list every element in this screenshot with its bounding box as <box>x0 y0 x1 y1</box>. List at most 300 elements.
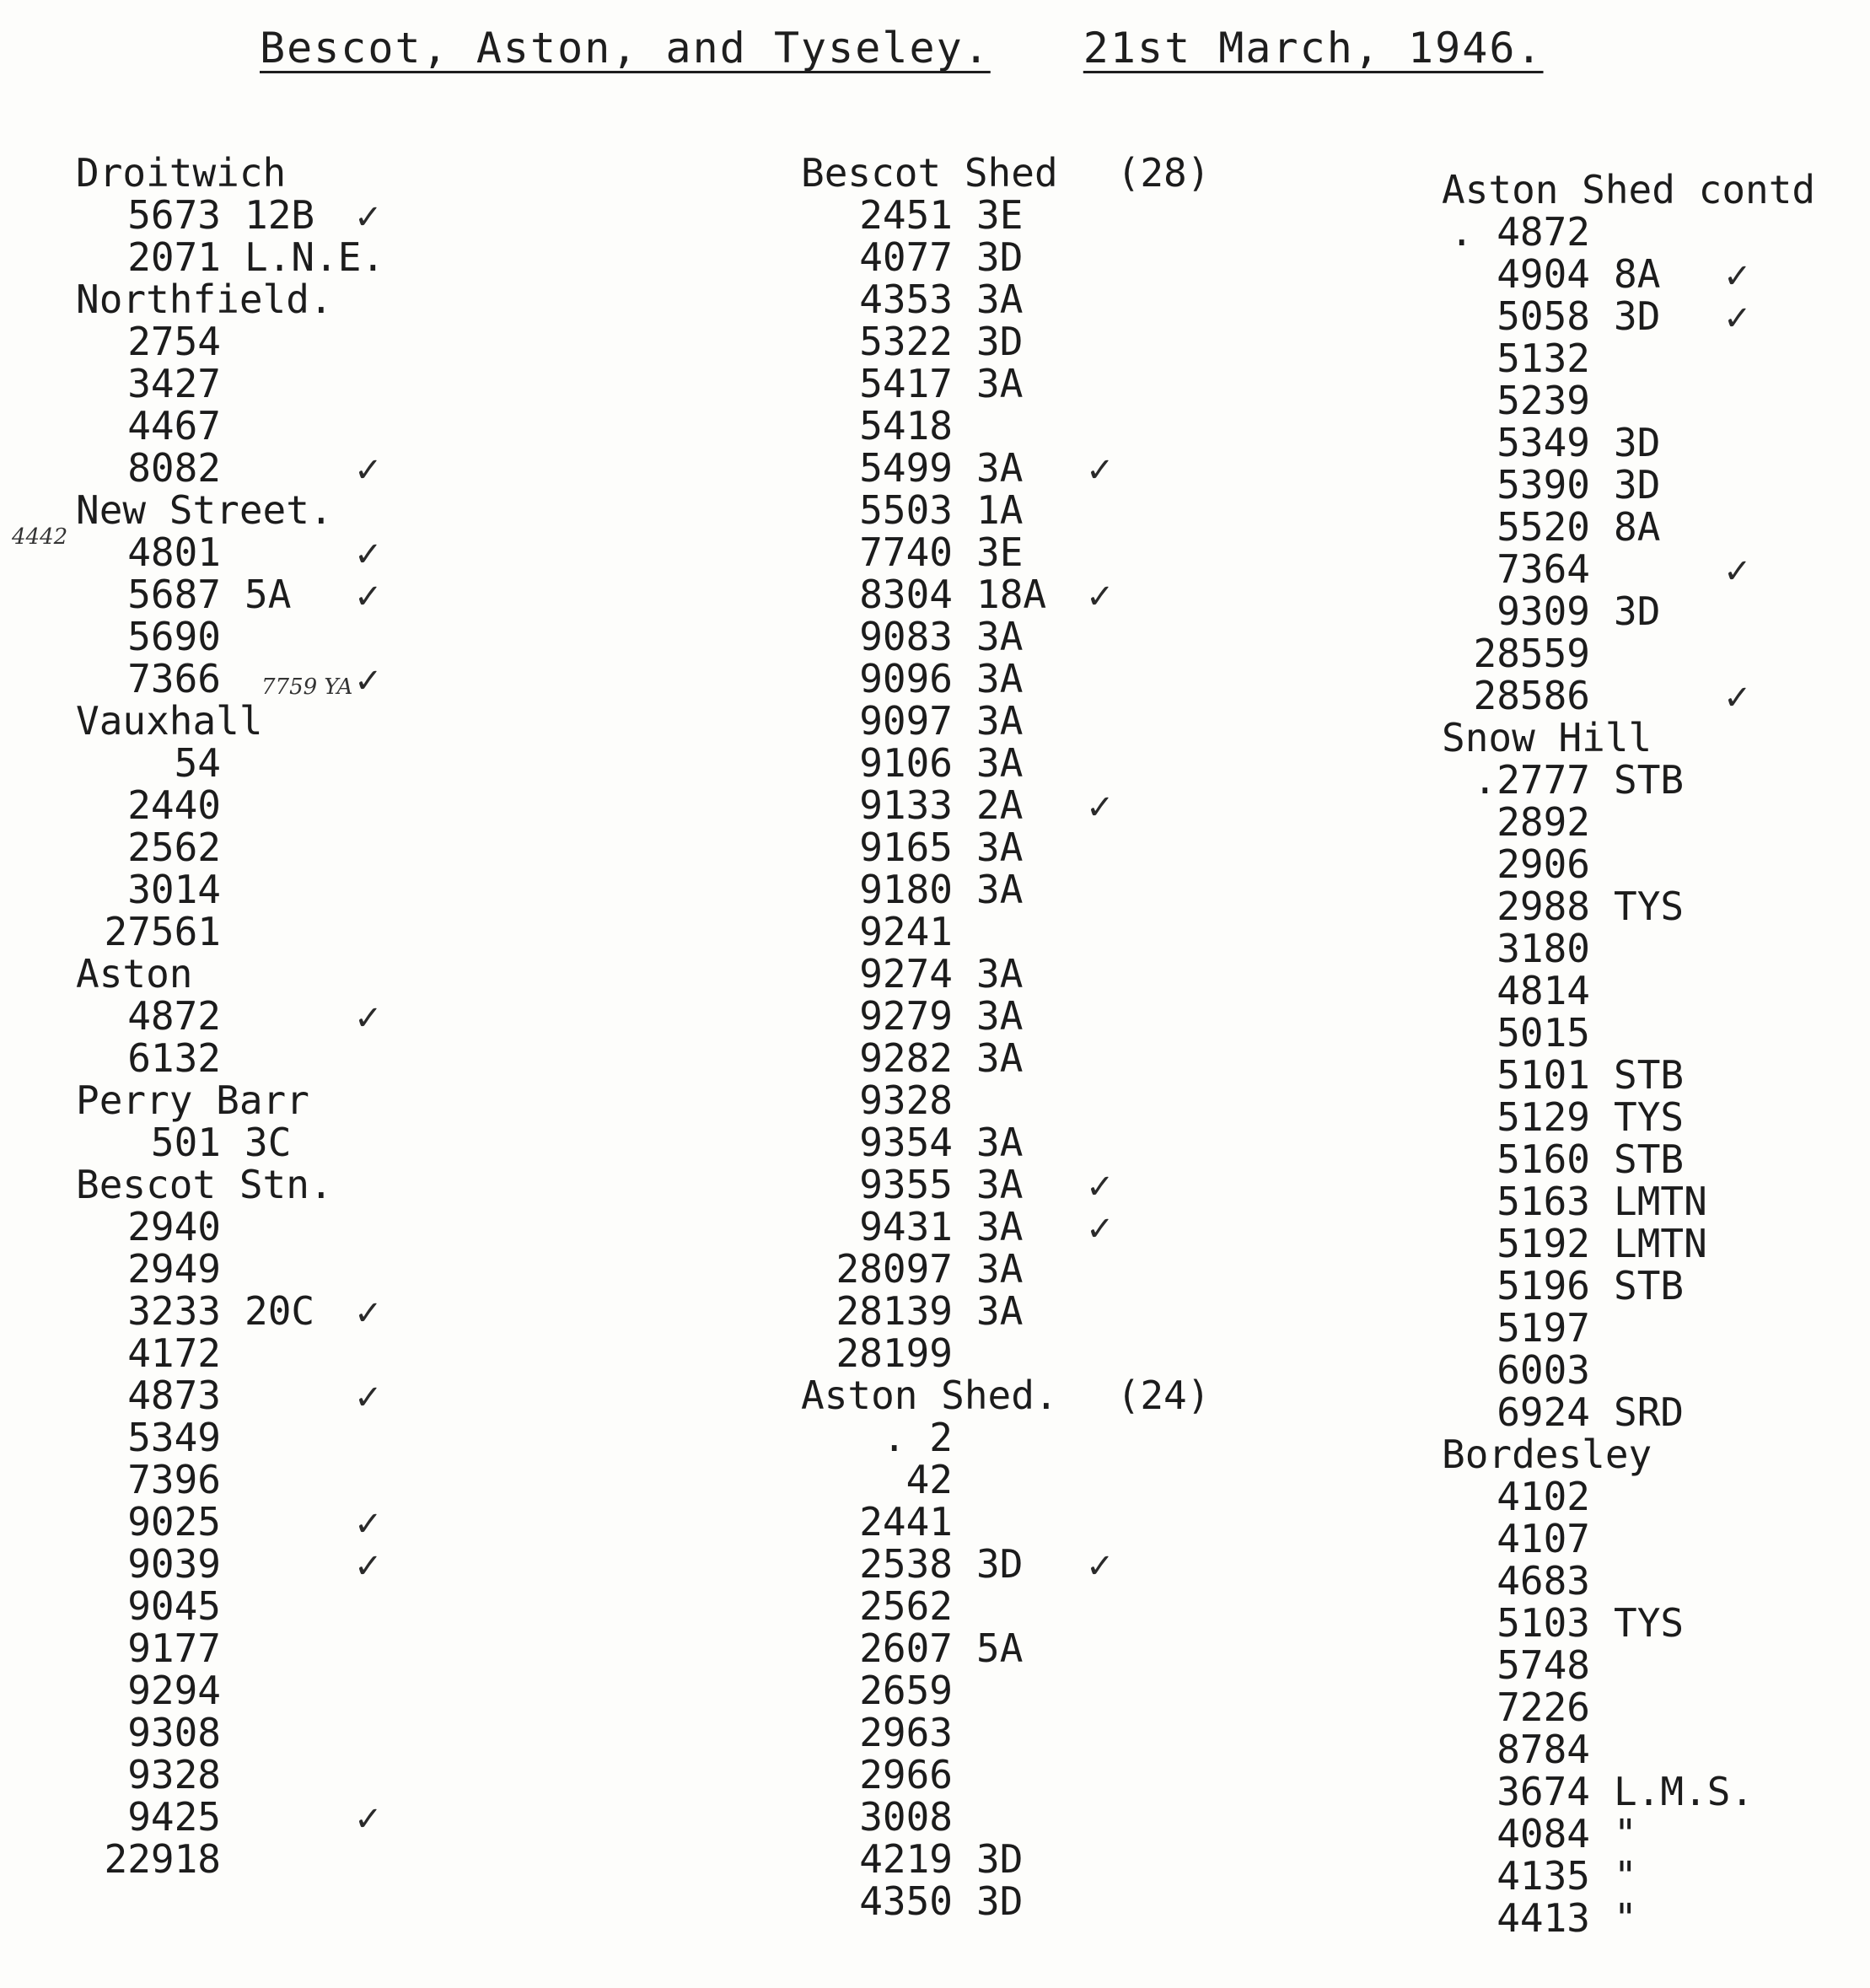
section-heading-text: Aston <box>76 951 193 997</box>
engine-number: 5015 <box>1497 1010 1590 1056</box>
engine-number: 2988 <box>1497 884 1590 929</box>
engine-number: 9354 <box>859 1120 953 1165</box>
engine-number: . 2 <box>882 1415 953 1460</box>
list-item <box>1442 674 1863 717</box>
list-item <box>76 1248 615 1290</box>
shed-code: " <box>1614 1895 1637 1941</box>
list-item <box>76 1543 615 1585</box>
list-item <box>76 826 615 868</box>
shed-code: 3D <box>1614 293 1661 339</box>
engine-number: 5058 <box>1497 293 1590 339</box>
shed-code: 3C <box>244 1120 292 1165</box>
list-item <box>76 1416 615 1459</box>
engine-number: 5163 <box>1497 1179 1590 1224</box>
engine-number: 5322 <box>859 319 953 364</box>
shed-code: 3A <box>976 951 1024 997</box>
engine-number: 4904 <box>1497 251 1590 297</box>
section-heading <box>76 152 615 194</box>
engine-number: 2963 <box>859 1710 953 1755</box>
engine-number: 5418 <box>859 403 953 449</box>
engine-number: 2966 <box>859 1752 953 1797</box>
engine-number: 28199 <box>836 1330 953 1376</box>
list-item <box>801 868 1307 911</box>
engine-number: 9083 <box>859 614 953 659</box>
list-item <box>1442 843 1863 885</box>
engine-number: 4107 <box>1497 1516 1590 1561</box>
engine-number: 5196 <box>1497 1263 1590 1308</box>
engine-number: 6924 <box>1497 1389 1590 1435</box>
section-heading-text: Bescot Stn. <box>76 1162 333 1207</box>
list-item <box>1442 1560 1863 1602</box>
shed-code: 18A <box>976 572 1047 617</box>
engine-number: 5503 <box>859 487 953 533</box>
check-mark-icon: ✓ <box>354 198 383 237</box>
shed-code: 5A <box>244 572 292 617</box>
engine-number: 2538 <box>859 1541 953 1587</box>
list-item <box>801 615 1307 658</box>
shed-code: SRD <box>1614 1389 1685 1435</box>
list-item <box>801 194 1307 236</box>
shed-code: L.M.S. <box>1614 1769 1754 1814</box>
list-item <box>1442 1813 1863 1855</box>
list-item <box>1442 632 1863 674</box>
engine-number: 8082 <box>127 445 221 491</box>
engine-number: 2562 <box>859 1583 953 1629</box>
list-item <box>801 320 1307 363</box>
engine-number: 2949 <box>127 1246 221 1292</box>
shed-code: 3D <box>1614 588 1661 634</box>
list-item <box>801 278 1307 320</box>
engine-number: 3427 <box>127 361 221 406</box>
engine-number: 28559 <box>1473 631 1590 676</box>
shed-code: STB <box>1614 1136 1685 1182</box>
engine-number: 5690 <box>127 614 221 659</box>
list-item <box>801 1880 1307 1922</box>
list-item <box>76 236 615 278</box>
engine-number: . 4872 <box>1449 209 1590 255</box>
engine-number: 4413 <box>1497 1895 1590 1941</box>
list-item <box>1442 1391 1863 1433</box>
list-item <box>801 911 1307 953</box>
list-item <box>801 1416 1307 1459</box>
shed-code: 3D <box>976 1836 1024 1882</box>
shed-code: 3D <box>976 1878 1024 1924</box>
shed-code: 3D <box>976 319 1024 364</box>
list-item <box>76 1669 615 1711</box>
shed-code: 3D <box>976 234 1024 280</box>
list-item <box>1442 927 1863 970</box>
list-item <box>801 1796 1307 1838</box>
engine-number: .2777 <box>1473 757 1590 803</box>
check-mark-icon: ✓ <box>1723 679 1752 717</box>
engine-number: 9355 <box>859 1162 953 1207</box>
check-mark-icon: ✓ <box>354 578 383 616</box>
engine-number: 5160 <box>1497 1136 1590 1182</box>
section-heading <box>1442 717 1863 759</box>
list-item <box>1442 1138 1863 1180</box>
list-item <box>1442 1307 1863 1349</box>
list-item <box>76 1037 615 1079</box>
section-count: (24) <box>1116 1373 1211 1418</box>
list-item <box>801 1838 1307 1880</box>
shed-code: 3A <box>976 740 1024 786</box>
shed-code: 3A <box>976 993 1024 1039</box>
shed-code: " <box>1614 1853 1637 1899</box>
list-item <box>801 1501 1307 1543</box>
section-heading-text: Aston Shed. <box>801 1373 1058 1418</box>
engine-number: 4084 <box>1497 1811 1590 1856</box>
shed-code: 3A <box>976 614 1024 659</box>
engine-number: 5687 <box>127 572 221 617</box>
list-item <box>76 1501 615 1543</box>
shed-code: 3A <box>976 1120 1024 1165</box>
check-mark-icon: ✓ <box>1723 257 1752 296</box>
list-item <box>801 826 1307 868</box>
engine-number: 9097 <box>859 698 953 744</box>
list-item <box>1442 1728 1863 1770</box>
engine-number: 2607 <box>859 1625 953 1671</box>
list-item <box>801 447 1307 489</box>
engine-number: 9425 <box>127 1794 221 1840</box>
shed-code: STB <box>1614 1052 1685 1098</box>
list-item <box>1442 1012 1863 1054</box>
engine-number: 2441 <box>859 1499 953 1545</box>
list-item <box>801 1669 1307 1711</box>
shed-code: LMTN <box>1614 1179 1707 1224</box>
engine-number: 9294 <box>127 1668 221 1713</box>
list-item <box>76 742 615 784</box>
list-item <box>1442 1349 1863 1391</box>
list-item <box>76 784 615 826</box>
list-item <box>801 573 1307 615</box>
engine-number: 8784 <box>1497 1727 1590 1772</box>
check-mark-icon: ✓ <box>354 535 383 574</box>
engine-number: 2754 <box>127 319 221 364</box>
section-heading <box>76 1163 615 1206</box>
list-item <box>801 363 1307 405</box>
list-item <box>801 1248 1307 1290</box>
section-heading-text: Bescot Shed <box>801 150 1058 196</box>
engine-number: 9180 <box>859 867 953 912</box>
check-mark-icon: ✓ <box>354 662 383 701</box>
shed-code: 3E <box>976 192 1024 238</box>
check-mark-icon: ✓ <box>354 999 383 1038</box>
list-item <box>1442 1644 1863 1686</box>
list-item <box>1442 548 1863 590</box>
list-item <box>76 911 615 953</box>
list-item <box>1442 590 1863 632</box>
engine-number: 5673 <box>127 192 221 238</box>
check-mark-icon: ✓ <box>1723 552 1752 591</box>
list-item <box>1442 1602 1863 1644</box>
shed-code: 3A <box>976 1288 1024 1334</box>
shed-code: 8A <box>1614 504 1661 550</box>
shed-code: 3A <box>976 825 1024 870</box>
shed-code: 20C <box>244 1288 315 1334</box>
list-item <box>801 784 1307 826</box>
engine-number: 4219 <box>859 1836 953 1882</box>
engine-number: 5520 <box>1497 504 1590 550</box>
shed-code: 3A <box>976 1246 1024 1292</box>
shed-code: 3A <box>976 1035 1024 1081</box>
list-item <box>1442 253 1863 295</box>
list-item <box>1442 1770 1863 1813</box>
list-item <box>801 236 1307 278</box>
section-heading <box>1442 169 1863 211</box>
engine-number: 4814 <box>1497 968 1590 1013</box>
list-item <box>1442 422 1863 464</box>
shed-code: 1A <box>976 487 1024 533</box>
engine-number: 9274 <box>859 951 953 997</box>
shed-code: 3D <box>976 1541 1024 1587</box>
engine-number: 5192 <box>1497 1221 1590 1266</box>
title-place: Bescot, Aston, and Tyseley. <box>260 24 991 73</box>
engine-number: 4172 <box>127 1330 221 1376</box>
handwritten-note: 7759 YA <box>261 674 353 700</box>
shed-code: 3A <box>976 1162 1024 1207</box>
engine-number: 9039 <box>127 1541 221 1587</box>
check-mark-icon: ✓ <box>354 1505 383 1544</box>
engine-number: 9133 <box>859 782 953 828</box>
engine-number: 4353 <box>859 277 953 322</box>
list-item <box>76 1332 615 1374</box>
list-item <box>76 1627 615 1669</box>
engine-number: 6003 <box>1497 1347 1590 1393</box>
list-item <box>76 320 615 363</box>
engine-number: 42 <box>905 1457 953 1502</box>
engine-number: 9279 <box>859 993 953 1039</box>
list-item <box>76 1374 615 1416</box>
list-item <box>76 1838 615 1880</box>
section-heading <box>76 278 615 320</box>
list-item <box>801 1037 1307 1079</box>
title-date: 21st March, 1946. <box>1083 24 1544 73</box>
list-item <box>1442 211 1863 253</box>
engine-number: 2451 <box>859 192 953 238</box>
section-heading-text: New Street. <box>76 487 333 533</box>
list-item <box>801 1206 1307 1248</box>
engine-number: 8304 <box>859 572 953 617</box>
engine-number: 7740 <box>859 529 953 575</box>
list-item <box>801 489 1307 531</box>
section-heading-text: Bordesley <box>1442 1432 1652 1477</box>
check-mark-icon: ✓ <box>1086 1210 1115 1249</box>
engine-number: 7364 <box>1497 546 1590 592</box>
engine-number: 2940 <box>127 1204 221 1249</box>
section-heading-text: Northfield. <box>76 277 333 322</box>
list-item <box>1442 970 1863 1012</box>
list-item <box>76 447 615 489</box>
check-mark-icon: ✓ <box>1086 1547 1115 1586</box>
shed-code: 3A <box>976 867 1024 912</box>
engine-number: 9165 <box>859 825 953 870</box>
engine-number: 3180 <box>1497 926 1590 971</box>
list-item <box>1442 1222 1863 1265</box>
engine-number: 9431 <box>859 1204 953 1249</box>
list-item <box>801 405 1307 447</box>
section-heading-text: Perry Barr <box>76 1077 309 1123</box>
shed-code: TYS <box>1614 1600 1685 1646</box>
shed-code: STB <box>1614 757 1685 803</box>
list-item <box>76 363 615 405</box>
list-item <box>76 194 615 236</box>
engine-number: 4467 <box>127 403 221 449</box>
list-item <box>801 1163 1307 1206</box>
shed-code: 3D <box>1614 462 1661 508</box>
shed-code: 3A <box>976 277 1024 322</box>
section-heading-text: Aston Shed contd <box>1442 167 1816 212</box>
engine-number: 3674 <box>1497 1769 1590 1814</box>
section-heading-text: Snow Hill <box>1442 715 1652 760</box>
shed-code: 5A <box>976 1625 1024 1671</box>
section-heading-text: Vauxhall <box>76 698 263 744</box>
engine-number: 22918 <box>104 1836 221 1882</box>
list-item <box>801 700 1307 742</box>
list-item <box>801 1585 1307 1627</box>
list-item <box>1442 337 1863 379</box>
section-heading <box>76 700 615 742</box>
list-item <box>1442 1686 1863 1728</box>
engine-number: 27561 <box>104 909 221 954</box>
engine-number: 2440 <box>127 782 221 828</box>
list-item <box>76 1206 615 1248</box>
shed-code: 3D <box>1614 420 1661 465</box>
engine-number: 2892 <box>1497 799 1590 845</box>
list-item <box>76 868 615 911</box>
list-item <box>76 995 615 1037</box>
section-heading-text: Droitwich <box>76 150 287 196</box>
engine-number: 5129 <box>1497 1094 1590 1140</box>
list-item <box>1442 1855 1863 1897</box>
list-item <box>801 1121 1307 1163</box>
engine-number: 5748 <box>1497 1642 1590 1688</box>
shed-code: 2A <box>976 782 1024 828</box>
engine-number: 9309 <box>1497 588 1590 634</box>
engine-number: 28097 <box>836 1246 953 1292</box>
list-item <box>1442 759 1863 801</box>
list-item <box>801 1290 1307 1332</box>
list-item <box>76 573 615 615</box>
engine-number: 4135 <box>1497 1853 1590 1899</box>
section-heading <box>76 1079 615 1121</box>
page-title <box>260 24 1544 73</box>
list-item <box>1442 506 1863 548</box>
shed-code: 3E <box>976 529 1024 575</box>
section-heading <box>801 1374 1307 1416</box>
engine-number: 501 <box>150 1120 221 1165</box>
engine-number: 3233 <box>127 1288 221 1334</box>
engine-number: 28139 <box>836 1288 953 1334</box>
check-mark-icon: ✓ <box>1086 788 1115 827</box>
engine-number: 5349 <box>1497 420 1590 465</box>
engine-number: 4872 <box>127 993 221 1039</box>
shed-code: LMTN <box>1614 1221 1707 1266</box>
engine-number: 9025 <box>127 1499 221 1545</box>
check-mark-icon: ✓ <box>1086 451 1115 490</box>
list-item <box>1442 379 1863 422</box>
engine-number: 7366 <box>127 656 221 701</box>
engine-number: 9045 <box>127 1583 221 1629</box>
list-item <box>76 405 615 447</box>
list-item <box>801 1543 1307 1585</box>
list-item <box>801 1332 1307 1374</box>
shed-code: L.N.E. <box>244 234 385 280</box>
list-item <box>801 1079 1307 1121</box>
list-item <box>801 1459 1307 1501</box>
list-item <box>1442 1475 1863 1518</box>
engine-number: 4077 <box>859 234 953 280</box>
engine-number: 4102 <box>1497 1474 1590 1519</box>
list-item <box>1442 1180 1863 1222</box>
engine-number: 5390 <box>1497 462 1590 508</box>
list-item <box>76 1585 615 1627</box>
list-item <box>1442 1054 1863 1096</box>
check-mark-icon: ✓ <box>1723 299 1752 338</box>
list-item <box>76 1459 615 1501</box>
list-item <box>801 658 1307 700</box>
list-item <box>76 1796 615 1838</box>
column-left <box>76 152 615 1880</box>
shed-code: 3A <box>976 1204 1024 1249</box>
engine-number: 5197 <box>1497 1305 1590 1351</box>
engine-number: 54 <box>174 740 221 786</box>
shed-code: 12B <box>244 192 315 238</box>
engine-number: 5349 <box>127 1415 221 1460</box>
section-count: (28) <box>1116 150 1211 196</box>
engine-number: 3014 <box>127 867 221 912</box>
check-mark-icon: ✓ <box>354 1800 383 1839</box>
engine-number: 5417 <box>859 361 953 406</box>
section-heading <box>76 953 615 995</box>
section-heading <box>801 152 1307 194</box>
list-item <box>76 1290 615 1332</box>
list-item <box>801 1754 1307 1796</box>
check-mark-icon: ✓ <box>354 1547 383 1586</box>
shed-code: TYS <box>1614 884 1685 929</box>
shed-code: 3A <box>976 445 1024 491</box>
list-item <box>1442 1897 1863 1939</box>
shed-code: 3A <box>976 656 1024 701</box>
list-item <box>76 1121 615 1163</box>
engine-number: 9241 <box>859 909 953 954</box>
shed-code: 3A <box>976 698 1024 744</box>
shed-code: 8A <box>1614 251 1661 297</box>
list-item <box>801 995 1307 1037</box>
check-mark-icon: ✓ <box>354 1294 383 1333</box>
list-item <box>1442 801 1863 843</box>
check-mark-icon: ✓ <box>354 451 383 490</box>
engine-number: 2906 <box>1497 841 1590 887</box>
section-heading <box>1442 1433 1863 1475</box>
list-item <box>1442 1096 1863 1138</box>
engine-number: 2071 <box>127 234 221 280</box>
engine-number: 5103 <box>1497 1600 1590 1646</box>
engine-number: 28586 <box>1473 673 1590 718</box>
engine-number: 4801 <box>127 529 221 575</box>
engine-number: 4683 <box>1497 1558 1590 1604</box>
engine-number: 9282 <box>859 1035 953 1081</box>
engine-number: 7226 <box>1497 1684 1590 1730</box>
engine-number: 2659 <box>859 1668 953 1713</box>
engine-number: 7396 <box>127 1457 221 1502</box>
list-item <box>801 742 1307 784</box>
engine-number: 9308 <box>127 1710 221 1755</box>
list-item <box>76 531 615 573</box>
engine-number: 4873 <box>127 1373 221 1418</box>
engine-number: 9106 <box>859 740 953 786</box>
list-item <box>1442 885 1863 927</box>
engine-number: 9328 <box>859 1077 953 1123</box>
